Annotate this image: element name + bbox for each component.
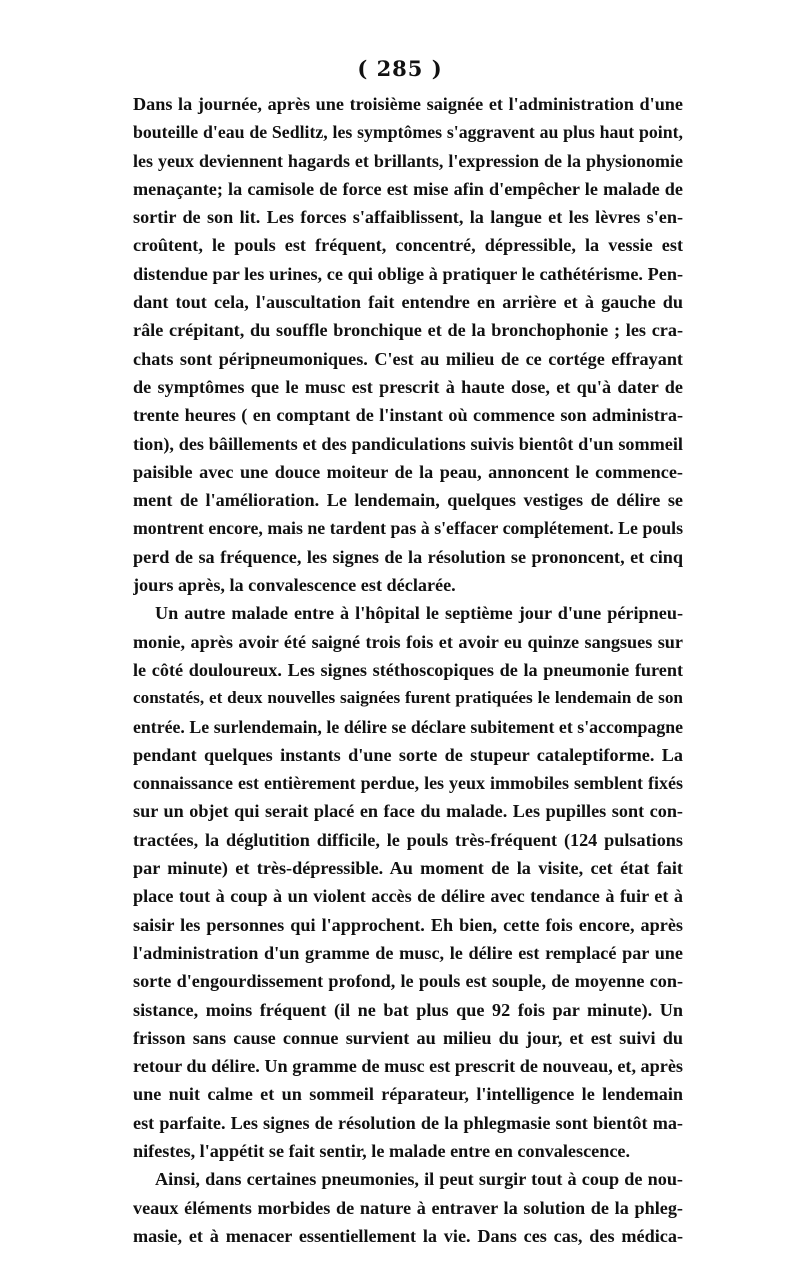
text-line: le côté douloureux. Les signes stéthoscopiques de la pneumonie furent <box>133 659 683 680</box>
text-line: Un autre malade entre à l'hôpital le septième jour d'une péripneu- <box>155 603 683 624</box>
text-line: pendant quelques instants d'une sorte de stupeur cataleptiforme. La <box>133 744 683 765</box>
text-line: dant tout cela, l'auscultation fait entendre en arrière et à gauche du <box>133 292 683 313</box>
text-line: montrent encore, mais ne tardent pas à s'effacer complétement. Le pouls <box>133 518 683 539</box>
text-line: trente heures ( en comptant de l'instant où commence son administra- <box>133 405 683 426</box>
text-line: croûtent, le pouls est fréquent, concentré, dépressible, la vessie est <box>133 235 683 256</box>
text-line: sistance, moins fréquent (il ne bat plus que 92 fois par minute). Un <box>133 999 683 1020</box>
text-line: est parfaite. Les signes de résolution de la phlegmasie sont bientôt ma- <box>133 1112 683 1133</box>
text-line: les yeux deviennent hagards et brillants, l'expression de la physionomie <box>133 150 683 171</box>
text-line: Ainsi, dans certaines pneumonies, il peut surgir tout à coup de nou- <box>155 1169 683 1190</box>
text-line: Dans la journée, après une troisième saignée et l'administration d'une <box>133 94 683 114</box>
text-line: nifestes, l'appétit se fait sentir, le malade entre en convalescence. <box>133 1140 631 1161</box>
text-line: paisible avec une douce moiteur de la peau, annoncent le commence- <box>133 461 683 482</box>
text-line: sortir de son lit. Les forces s'affaiblissent, la langue et les lèvres s'en- <box>133 207 683 228</box>
text-line: masie, et à menacer essentiellement la vie. Dans ces cas, des médica- <box>133 1225 683 1246</box>
text-line: retour du délire. Un gramme de musc est prescrit de nouveau, et, après <box>133 1056 683 1077</box>
text-line: ment de l'amélioration. Le lendemain, quelques vestiges de délire se <box>133 490 683 511</box>
text-line: râle crépitant, du souffle bronchique et de la bronchophonie ; les cra- <box>133 320 683 341</box>
text-line: une nuit calme et un sommeil réparateur, l'intelligence le lendemain <box>133 1084 683 1105</box>
page-number: ( 285 ) <box>357 56 443 81</box>
text-line: saisir les personnes qui l'approchent. Eh bien, cette fois encore, après <box>133 914 683 935</box>
text-line: menaçante; la camisole de force est mise afin d'empêcher le malade de <box>133 178 683 199</box>
text-line: tractées, la déglutition difficile, le pouls très-fréquent (124 pulsations <box>133 829 683 850</box>
text-line: sur un objet qui serait placé en face du malade. Les pupilles sont con- <box>133 801 683 822</box>
text-line: bouteille d'eau de Sedlitz, les symptômes s'aggravent au plus haut point, <box>133 122 683 143</box>
text-line: frisson sans cause connue survient au milieu du jour, et est suivi du <box>133 1027 683 1048</box>
text-line: jours après, la convalescence est déclarée. <box>133 575 456 596</box>
text-line: constatés, et deux nouvelles saignées furent pratiquées le lendemain de son <box>133 688 683 708</box>
text-line: connaissance est entièrement perdue, les yeux immobiles semblent fixés <box>133 773 683 794</box>
text-line: perd de sa fréquence, les signes de la résolution se prononcent, et cinq <box>133 546 683 567</box>
text-line: monie, après avoir été saigné trois fois et avoir eu quinze sangsues sur <box>133 631 683 652</box>
text-line: l'administration d'un gramme de musc, le délire est remplacé par une <box>133 942 683 963</box>
text-line: distendue par les urines, ce qui oblige à pratiquer le cathétérisme. Pen- <box>133 263 683 284</box>
text-line: veaux éléments morbides de nature à entraver la solution de la phleg- <box>133 1197 683 1218</box>
body-text <box>133 90 683 1250</box>
text-line: par minute) et très-dépressible. Au moment de la visite, cet état fait <box>133 858 683 879</box>
text-line: chats sont péripneumoniques. C'est au milieu de ce cortége effrayant <box>133 348 683 369</box>
text-line: entrée. Le surlendemain, le délire se déclare subitement et s'accompagne <box>133 716 683 737</box>
text-line: tion), des bâillements et des pandiculations suivis bientôt d'un sommeil <box>133 433 683 454</box>
text-line: place tout à coup à un violent accès de délire avec tendance à fuir et à <box>133 886 683 907</box>
text-line: de symptômes que le musc est prescrit à haute dose, et qu'à dater de <box>133 376 683 397</box>
text-line: sorte d'engourdissement profond, le pouls est souple, de moyenne con- <box>133 971 683 992</box>
